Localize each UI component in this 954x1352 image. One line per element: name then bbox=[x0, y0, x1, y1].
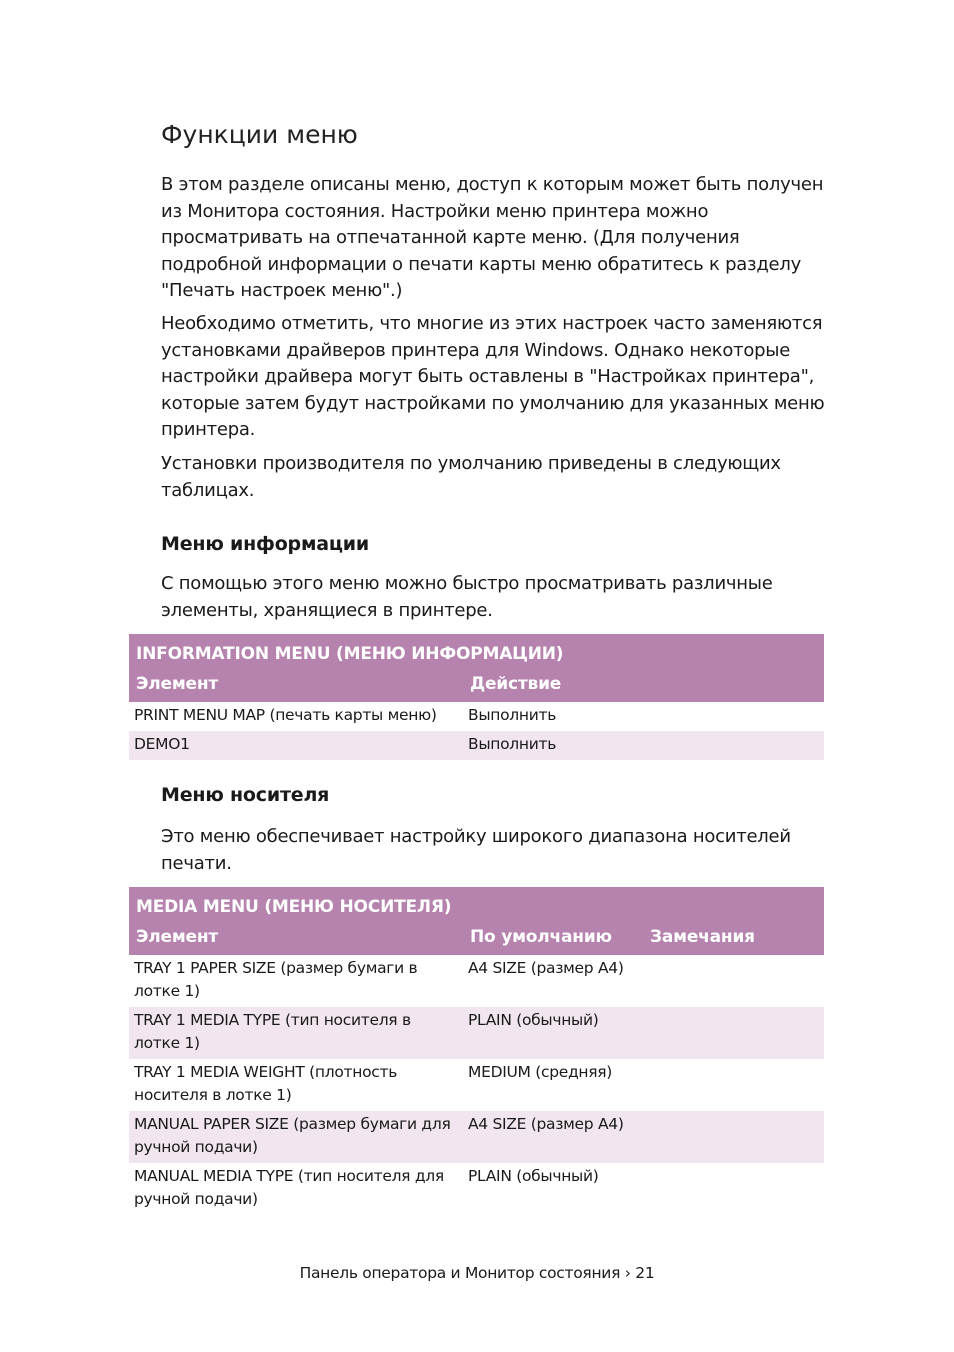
info-menu-description bbox=[161, 571, 821, 624]
cell-item: MANUAL PAPER SIZE (размер бумаги для ручной подачи) bbox=[129, 1111, 463, 1163]
table-row bbox=[129, 731, 824, 760]
cell-default: PLAIN (обычный) bbox=[463, 1007, 643, 1059]
paragraph-text: С помощью этого меню можно быстро просматривать различные элементы, хранящиеся в принтере. bbox=[161, 573, 773, 621]
table-row bbox=[129, 702, 824, 731]
table-row bbox=[129, 1007, 824, 1059]
paragraph-text: В этом разделе описаны меню, доступ к которым может быть получен из Монитора состояния. Настройки меню принтера можно просматривать на отпечатанной карте меню. (Для получения подробной информации о печати карты меню обратитесь к разделу "Печать настроек меню".) bbox=[161, 174, 824, 301]
media-menu-heading: Меню носителя bbox=[161, 784, 330, 806]
cell-item: TRAY 1 MEDIA TYPE (тип носителя в лотке 1) bbox=[129, 1007, 463, 1059]
cell-default: A4 SIZE (размер A4) bbox=[468, 959, 624, 977]
footer-separator: › bbox=[624, 1264, 631, 1282]
media-menu-description bbox=[161, 824, 821, 877]
cell-item: TRAY 1 MEDIA WEIGHT (плотность носителя в лотке 1) bbox=[134, 1063, 398, 1104]
cell-default: A4 SIZE (размер A4) bbox=[463, 1111, 643, 1163]
media-menu-table bbox=[129, 887, 824, 1215]
cell-notes bbox=[643, 1163, 824, 1215]
page-title: Функции меню bbox=[161, 120, 358, 149]
table-row bbox=[129, 1111, 824, 1163]
cell-notes bbox=[643, 1059, 824, 1111]
information-menu-table bbox=[129, 634, 824, 760]
paragraph-text: Необходимо отметить, что многие из этих настроек часто заменяются установками драйверов принтера для Windows. Однако некоторые настройки драйвера могут быть оставлены в "Настройках принтера", которые затем будут настройками по умолчанию для указанных меню принтера. bbox=[161, 313, 825, 440]
column-header-default: По умолчанию bbox=[463, 919, 643, 955]
cell-item: TRAY 1 PAPER SIZE (размер бумаги в лотке 1) bbox=[134, 959, 418, 1000]
cell-item: MANUAL MEDIA TYPE (тип носителя для ручной подачи) bbox=[134, 1167, 444, 1208]
page-footer bbox=[0, 1264, 954, 1282]
cell-notes bbox=[643, 1007, 824, 1059]
cell-action: Выполнить bbox=[463, 731, 824, 760]
intro-paragraph-1 bbox=[161, 172, 841, 305]
table-title: MEDIA MENU (МЕНЮ НОСИТЕЛЯ) bbox=[129, 887, 824, 919]
table-row bbox=[129, 1163, 824, 1215]
paragraph-text: Установки производителя по умолчанию приведены в следующих таблицах. bbox=[161, 453, 781, 501]
table-row bbox=[129, 955, 824, 1007]
column-header-notes: Замечания bbox=[643, 919, 824, 955]
cell-item: PRINT MENU MAP (печать карты меню) bbox=[134, 706, 437, 724]
page-number: 21 bbox=[635, 1264, 655, 1282]
table-row bbox=[129, 1059, 824, 1111]
column-header-item: Элемент bbox=[129, 919, 463, 955]
column-header-action: Действие bbox=[463, 666, 824, 702]
cell-notes bbox=[643, 1111, 824, 1163]
cell-default: PLAIN (обычный) bbox=[468, 1167, 599, 1185]
cell-default: MEDIUM (средняя) bbox=[468, 1063, 613, 1081]
cell-notes bbox=[643, 955, 824, 1007]
cell-item: DEMO1 bbox=[129, 731, 463, 760]
table-title: INFORMATION MENU (МЕНЮ ИНФОРМАЦИИ) bbox=[129, 634, 824, 666]
intro-paragraph-3 bbox=[161, 451, 821, 504]
intro-paragraph-2 bbox=[161, 311, 841, 444]
column-header-item: Элемент bbox=[129, 666, 463, 702]
cell-action: Выполнить bbox=[468, 706, 557, 724]
info-menu-heading: Меню информации bbox=[161, 533, 370, 555]
footer-text: Панель оператора и Монитор состояния bbox=[299, 1264, 621, 1282]
paragraph-text: Это меню обеспечивает настройку широкого диапазона носителей печати. bbox=[161, 826, 791, 874]
